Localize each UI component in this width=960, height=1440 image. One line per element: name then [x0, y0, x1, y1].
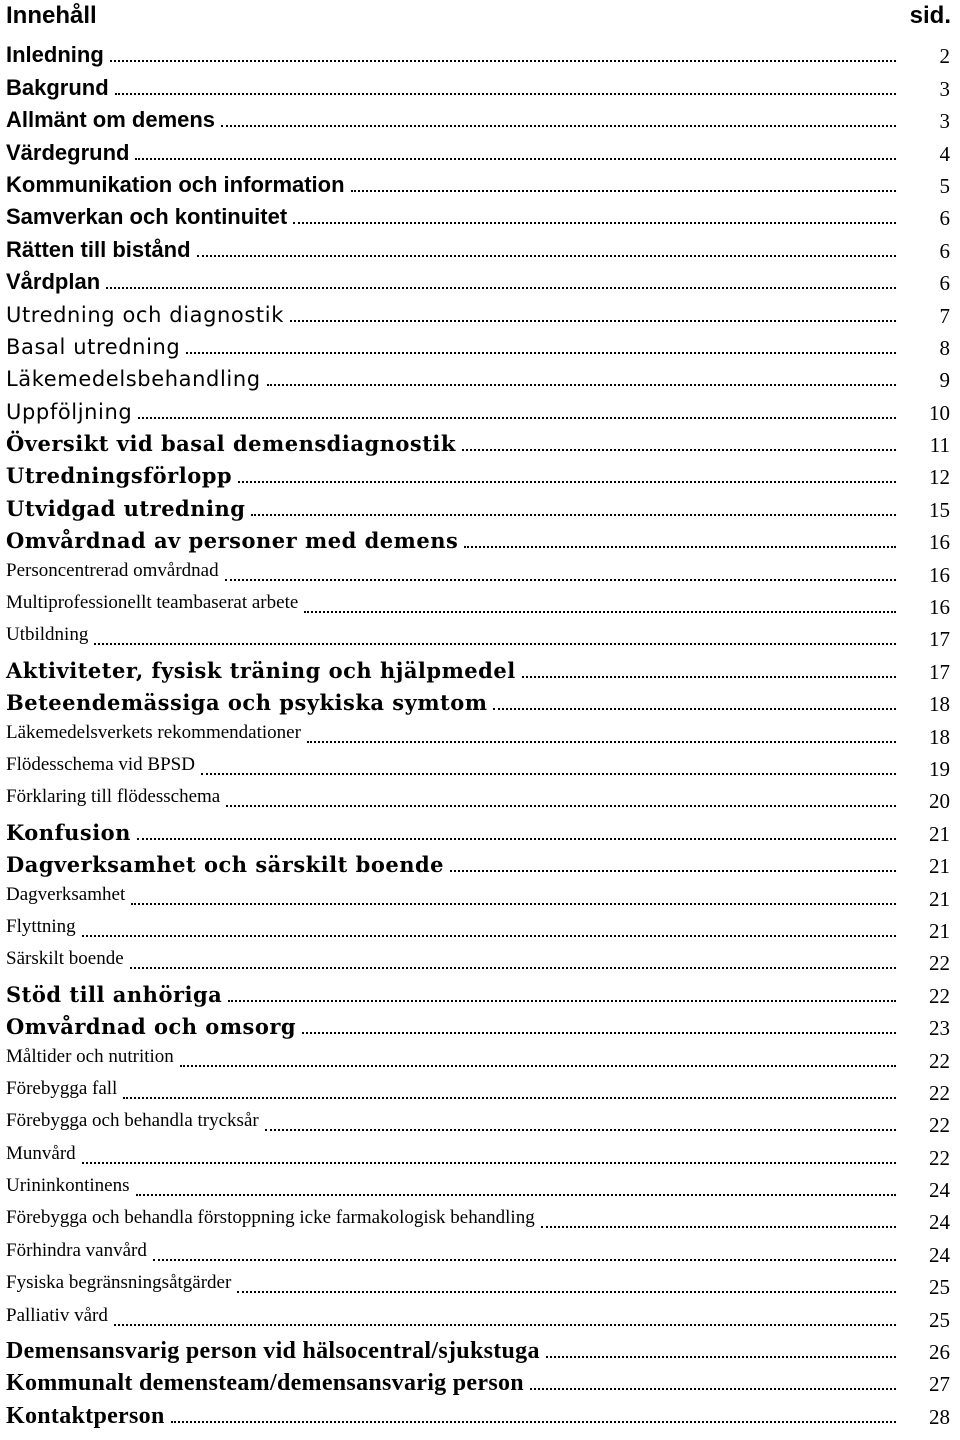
toc-entry[interactable]: [0, 977, 960, 1009]
toc-entry-title: Uppföljning: [6, 399, 133, 424]
toc-entry[interactable]: [0, 1075, 960, 1107]
dot-leader: [82, 935, 896, 937]
toc-entry[interactable]: [0, 589, 960, 621]
toc-entry-title: Samverkan och kontinuitet: [6, 204, 288, 230]
dot-leader: [290, 320, 896, 322]
toc-entry-title: Flyttning: [6, 915, 76, 937]
toc-entry-title: Värdegrund: [6, 139, 130, 165]
toc-entry-page: 4: [939, 141, 950, 166]
toc-entry[interactable]: [0, 751, 960, 783]
toc-entry-page: 8: [939, 335, 950, 360]
toc-entry[interactable]: [0, 913, 960, 945]
toc-entry-title: Allmänt om demens: [6, 107, 216, 133]
toc-entry-page: 15: [929, 497, 950, 522]
toc-entry-page: 23: [929, 1016, 950, 1041]
toc-entry-title: Dagverksamhet och särskilt boende: [6, 852, 445, 878]
toc-entry-page: 6: [939, 238, 950, 263]
dot-leader: [225, 579, 896, 581]
toc-entry[interactable]: [0, 1301, 960, 1333]
toc-entry-page: 5: [939, 173, 950, 198]
toc-entry[interactable]: [0, 1204, 960, 1236]
toc-entry[interactable]: [0, 718, 960, 750]
toc-entry[interactable]: [0, 783, 960, 815]
toc-entry-page: 16: [929, 530, 950, 555]
toc-entry-title: Omvårdnad av personer med demens: [6, 528, 459, 554]
toc-entry-page: 20: [929, 789, 950, 814]
toc-entry[interactable]: [0, 653, 960, 685]
toc-entry-page: 6: [939, 206, 950, 231]
toc-entry-title: Utredning och diagnostik: [6, 302, 284, 327]
toc-entry[interactable]: [0, 1172, 960, 1204]
toc-entry-page: 28: [929, 1404, 950, 1429]
toc-entry[interactable]: [0, 1398, 960, 1430]
toc-entry[interactable]: [0, 232, 960, 264]
toc-entry[interactable]: [0, 135, 960, 167]
dot-leader: [186, 352, 896, 354]
toc-entry[interactable]: [0, 1107, 960, 1139]
dot-leader: [221, 125, 896, 127]
toc-entry-page: 24: [929, 1210, 950, 1235]
toc-entry-title: Basal utredning: [6, 334, 181, 359]
toc-entry-title: Utredningsförlopp: [6, 463, 233, 489]
dot-leader: [302, 1032, 896, 1034]
toc-entry-title: Urininkontinens: [6, 1175, 130, 1197]
toc-entry-page: 19: [929, 756, 950, 781]
toc-entry[interactable]: [0, 168, 960, 200]
toc-entry-page: 12: [929, 465, 950, 490]
dot-leader: [304, 611, 896, 613]
toc-entry[interactable]: [0, 330, 960, 362]
toc-entry[interactable]: [0, 1366, 960, 1398]
toc-entry[interactable]: [0, 621, 960, 653]
toc-entry-title: Fysiska begränsningsåtgärder: [6, 1272, 232, 1294]
toc-entry-title: Munvård: [6, 1142, 76, 1164]
toc-entry-page: 9: [939, 368, 950, 393]
toc-entry[interactable]: [0, 1269, 960, 1301]
toc-entry-title: Rätten till bistånd: [6, 236, 191, 262]
toc-entry-page: 25: [929, 1275, 950, 1300]
toc-entry-page: 26: [929, 1340, 950, 1365]
toc-header: [0, 0, 960, 32]
toc-entry-page: 21: [929, 821, 950, 846]
toc-entry-title: Multiprofessionellt teambaserat arbete: [6, 592, 299, 614]
toc-entry-page: 18: [929, 724, 950, 749]
toc-entry-page: 6: [939, 271, 950, 296]
dot-leader: [530, 1388, 896, 1390]
toc-entry[interactable]: [0, 297, 960, 329]
toc-entry[interactable]: [0, 1236, 960, 1268]
dot-leader: [130, 967, 896, 969]
toc-entry-page: 21: [929, 886, 950, 911]
toc-entry-title: Demensansvarig person vid hälsocentral/sjukstuga: [6, 1338, 540, 1365]
toc-entry-title: Särskilt boende: [6, 948, 124, 970]
toc-entry-title: Personcentrerad omvårdnad: [6, 559, 219, 581]
toc-entry-page: 3: [939, 109, 950, 134]
toc-entry-page: 17: [929, 627, 950, 652]
dot-leader: [114, 1324, 896, 1326]
dot-leader: [137, 838, 896, 840]
dot-leader: [171, 1421, 896, 1423]
toc-entry-page: 16: [929, 562, 950, 587]
toc-entry-title: Måltider och nutrition: [6, 1045, 174, 1067]
dot-leader: [267, 384, 896, 386]
toc-entry-title: Förebygga fall: [6, 1077, 118, 1099]
toc-entry-title: Förklaring till flödesschema: [6, 786, 221, 808]
toc-entry-title: Bakgrund: [6, 74, 109, 100]
toc-entry[interactable]: [0, 38, 960, 70]
toc-entry-page: 17: [929, 659, 950, 684]
toc-entry[interactable]: [0, 103, 960, 135]
dot-leader: [238, 481, 896, 483]
toc-entry[interactable]: [0, 362, 960, 394]
dot-leader: [131, 903, 896, 905]
dot-leader: [197, 255, 896, 257]
toc-entry-title: Kommunikation och information: [6, 171, 345, 197]
dot-leader: [265, 1129, 896, 1131]
toc-entry-page: 22: [929, 951, 950, 976]
toc-entry-page: 22: [929, 1113, 950, 1138]
toc-entry[interactable]: [0, 945, 960, 977]
toc-entry-page: 22: [929, 1145, 950, 1170]
toc-entry-title: Kommunalt demensteam/demensansvarig person: [6, 1370, 524, 1397]
dot-leader: [201, 773, 896, 775]
toc-entry-title: Flödesschema vid BPSD: [6, 753, 195, 775]
toc-entry[interactable]: [0, 1139, 960, 1171]
toc-page-label: sid.: [909, 2, 951, 29]
dot-leader: [462, 449, 896, 451]
toc-title: Innehåll: [6, 2, 97, 29]
dot-leader: [94, 643, 896, 645]
toc-entry-title: Beteendemässiga och psykiska symtom: [6, 690, 488, 716]
toc-entry[interactable]: [0, 491, 960, 523]
toc-entry-title: Förhindra vanvård: [6, 1239, 147, 1261]
dot-leader: [493, 708, 896, 710]
toc-entry-page: 7: [939, 303, 950, 328]
dot-leader: [450, 870, 896, 872]
toc-entry-page: 24: [929, 1178, 950, 1203]
toc-entry[interactable]: [0, 1010, 960, 1042]
toc-entry-title: Förebygga och behandla förstoppning icke farmakologisk behandling: [6, 1207, 535, 1229]
dot-leader: [135, 158, 896, 160]
toc-entry-page: 24: [929, 1242, 950, 1267]
toc-entry-title: Aktiviteter, fysisk träning och hjälpmedel: [6, 657, 516, 683]
dot-leader: [351, 190, 896, 192]
toc-entry-title: Läkemedelsverkets rekommendationer: [6, 721, 301, 743]
toc-entry[interactable]: [0, 265, 960, 297]
toc-entry-title: Utbildning: [6, 624, 89, 646]
toc-entry-title: Vårdplan: [6, 269, 101, 295]
toc-entry[interactable]: [0, 686, 960, 718]
toc-entry-title: Stöd till anhöriga: [6, 981, 223, 1007]
toc-entry[interactable]: [0, 459, 960, 491]
dot-leader: [82, 1162, 896, 1164]
toc-entry[interactable]: [0, 556, 960, 588]
dot-leader: [138, 417, 896, 419]
toc-entry-title: Palliativ vård: [6, 1304, 108, 1326]
dot-leader: [251, 514, 896, 516]
toc-entry[interactable]: [0, 394, 960, 426]
dot-leader: [307, 741, 896, 743]
toc-entry[interactable]: [0, 70, 960, 102]
toc-entry-page: 25: [929, 1307, 950, 1332]
dot-leader: [115, 93, 896, 95]
toc-entry-page: 3: [939, 76, 950, 101]
toc-entry-page: 27: [929, 1372, 950, 1397]
dot-leader: [464, 546, 896, 548]
toc-entry-title: Översikt vid basal demensdiagnostik: [6, 431, 456, 457]
toc-entry-page: 11: [929, 433, 950, 458]
dot-leader: [226, 805, 896, 807]
toc-entry-page: 10: [929, 400, 950, 425]
toc-entry-page: 18: [929, 692, 950, 717]
toc-entry-page: 22: [929, 1080, 950, 1105]
dot-leader: [123, 1097, 896, 1099]
toc-entry-page: 2: [939, 44, 950, 69]
dot-leader: [237, 1291, 896, 1293]
toc-entry-page: 21: [929, 854, 950, 879]
dot-leader: [180, 1065, 896, 1067]
dot-leader: [136, 1194, 897, 1196]
toc-entry[interactable]: [0, 1042, 960, 1074]
toc-entry-title: Konfusion: [6, 819, 131, 845]
toc-list: [0, 38, 960, 1431]
dot-leader: [546, 1356, 896, 1358]
toc-entry-title: Omvårdnad och omsorg: [6, 1014, 297, 1040]
toc-entry-page: 22: [929, 983, 950, 1008]
toc-entry[interactable]: [0, 848, 960, 880]
toc-entry-title: Dagverksamhet: [6, 883, 126, 905]
dot-leader: [522, 676, 896, 678]
dot-leader: [541, 1226, 896, 1228]
dot-leader: [293, 222, 896, 224]
toc-entry[interactable]: [0, 524, 960, 556]
toc-entry-title: Utvidgad utredning: [6, 495, 246, 521]
toc-entry-title: Inledning: [6, 42, 104, 68]
toc-entry-page: 22: [929, 1048, 950, 1073]
dot-leader: [110, 60, 896, 62]
toc-entry-title: Kontaktperson: [6, 1402, 165, 1429]
dot-leader: [106, 287, 896, 289]
toc-entry[interactable]: [0, 815, 960, 847]
toc-entry-title: Läkemedelsbehandling: [6, 367, 261, 392]
toc-entry-title: Förebygga och behandla trycksår: [6, 1110, 259, 1132]
toc-entry[interactable]: [0, 1334, 960, 1366]
toc-entry-page: 16: [929, 595, 950, 620]
toc-entry[interactable]: [0, 427, 960, 459]
dot-leader: [153, 1259, 896, 1261]
toc-entry[interactable]: [0, 880, 960, 912]
toc-entry-page: 21: [929, 918, 950, 943]
toc-entry[interactable]: [0, 200, 960, 232]
dot-leader: [228, 1000, 896, 1002]
